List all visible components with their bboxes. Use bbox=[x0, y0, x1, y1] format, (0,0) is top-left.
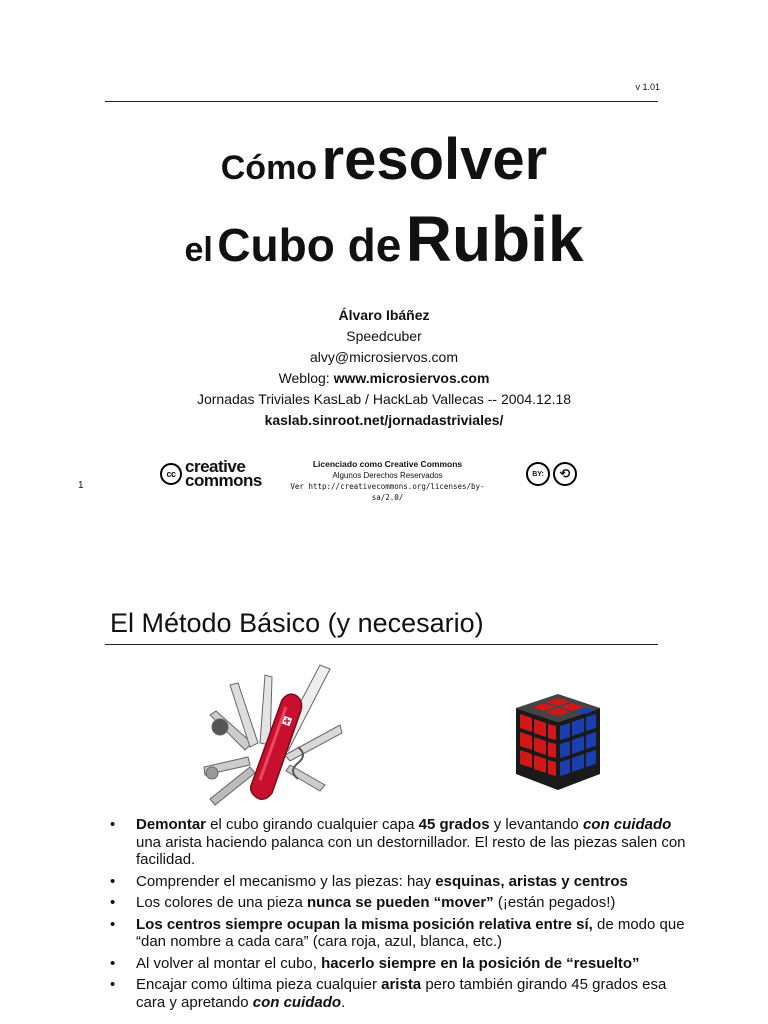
bullet-mark: • bbox=[110, 894, 116, 911]
bullet-text: y levantando bbox=[489, 816, 583, 833]
cc-word-commons: commons bbox=[185, 471, 262, 490]
title-el: el bbox=[184, 231, 213, 269]
bullet-text: el cubo girando cualquier capa bbox=[206, 816, 419, 833]
list-item bbox=[108, 955, 688, 973]
bullet-text: . bbox=[341, 993, 346, 1011]
title-line-1 bbox=[0, 126, 768, 193]
title-como: Cómo bbox=[220, 149, 318, 187]
author-email[interactable]: alvy@microsiervos.com bbox=[309, 349, 458, 365]
list-item bbox=[108, 894, 688, 912]
license-line-1: Licenciado como Creative Commons bbox=[312, 459, 463, 469]
bullet-mark: • bbox=[110, 816, 116, 833]
title-cubo-de: Cubo de bbox=[217, 219, 402, 271]
weblog-label: Weblog: bbox=[278, 370, 330, 386]
author-weblog bbox=[0, 368, 768, 389]
swiss-army-knife-icon bbox=[190, 655, 350, 810]
list-item bbox=[108, 976, 688, 1011]
creative-commons-logo bbox=[160, 457, 262, 490]
bullet-text: con cuidado bbox=[582, 816, 672, 833]
bullet-text: hacerlo siempre en la posición de “resuelto” bbox=[321, 954, 640, 972]
bullet-mark: • bbox=[110, 915, 116, 933]
bullet-text: con cuidado bbox=[252, 993, 342, 1011]
bullet-text: pero también girando 45 grados esa cara y apretando bbox=[136, 976, 667, 1011]
title-resolver: resolver bbox=[321, 127, 548, 192]
author-name: Álvaro Ibáñez bbox=[338, 307, 430, 323]
bullet-text: Encajar como última pieza cualquier bbox=[136, 976, 382, 993]
list-item bbox=[108, 916, 688, 951]
event-line: Jornadas Triviales KasLab / HackLab Vallecas -- 2004.12.18 bbox=[196, 391, 572, 407]
rubiks-cube-icon bbox=[512, 692, 604, 792]
version-label: v 1.01 bbox=[635, 82, 660, 92]
bullet-text: esquinas, aristas y centros bbox=[435, 872, 628, 890]
license-line-3[interactable]: Ver http://creativecommons.org/licenses/by-sa/2.0/ bbox=[290, 482, 485, 502]
author-role: Speedcuber bbox=[346, 328, 422, 344]
title-rubik: Rubik bbox=[405, 203, 584, 275]
license-line-2: Algunos Derechos Reservados bbox=[332, 471, 443, 480]
bullet-text: Al volver al montar el cubo, bbox=[136, 954, 322, 972]
bullet-text: Comprender el mecanismo y las piezas: hay bbox=[136, 872, 436, 890]
bullet-list bbox=[108, 816, 688, 1015]
bullet-text: una arista haciendo palanca con un destornillador. El resto de las piezas salen con facilidad. bbox=[136, 833, 686, 868]
event-link[interactable]: kaslab.sinroot.net/jornadastriviales/ bbox=[264, 412, 504, 428]
section-title: El Método Básico (y necesario) bbox=[110, 608, 484, 638]
list-item bbox=[108, 816, 688, 869]
attribution-icon: BY: bbox=[526, 462, 550, 486]
page-number-1: 1 bbox=[78, 480, 84, 491]
license-text bbox=[280, 459, 495, 503]
cc-wordmark bbox=[185, 457, 262, 490]
title-line-2 bbox=[0, 202, 768, 276]
bullet-text: arista bbox=[381, 976, 422, 993]
author-block bbox=[0, 305, 768, 431]
bullet-text: de modo que “dan nombre a cada cara” (cara roja, azul, blanca, etc.) bbox=[136, 915, 685, 950]
bullet-text: Demontar bbox=[136, 816, 207, 833]
bullet-mark: • bbox=[110, 872, 116, 890]
bullet-text: Los colores de una pieza bbox=[136, 894, 307, 911]
section-rule bbox=[105, 644, 658, 645]
list-item bbox=[108, 873, 688, 891]
license-badges bbox=[526, 462, 577, 486]
cc-word-creative: creative bbox=[185, 457, 246, 476]
bullet-mark: • bbox=[110, 954, 116, 972]
bullet-text: nunca se pueden “mover” bbox=[306, 894, 494, 911]
cc-icon: cc bbox=[160, 463, 182, 485]
share-alike-icon: ⟲ bbox=[553, 462, 577, 486]
header-rule bbox=[105, 101, 658, 102]
bullet-text: Los centros siempre ocupan la misma posición relativa entre sí, bbox=[136, 915, 593, 933]
weblog-link[interactable]: www.microsiervos.com bbox=[333, 370, 490, 386]
bullet-text: (¡están pegados!) bbox=[493, 894, 616, 911]
bullet-mark: • bbox=[110, 976, 116, 993]
bullet-text: 45 grados bbox=[418, 816, 490, 833]
